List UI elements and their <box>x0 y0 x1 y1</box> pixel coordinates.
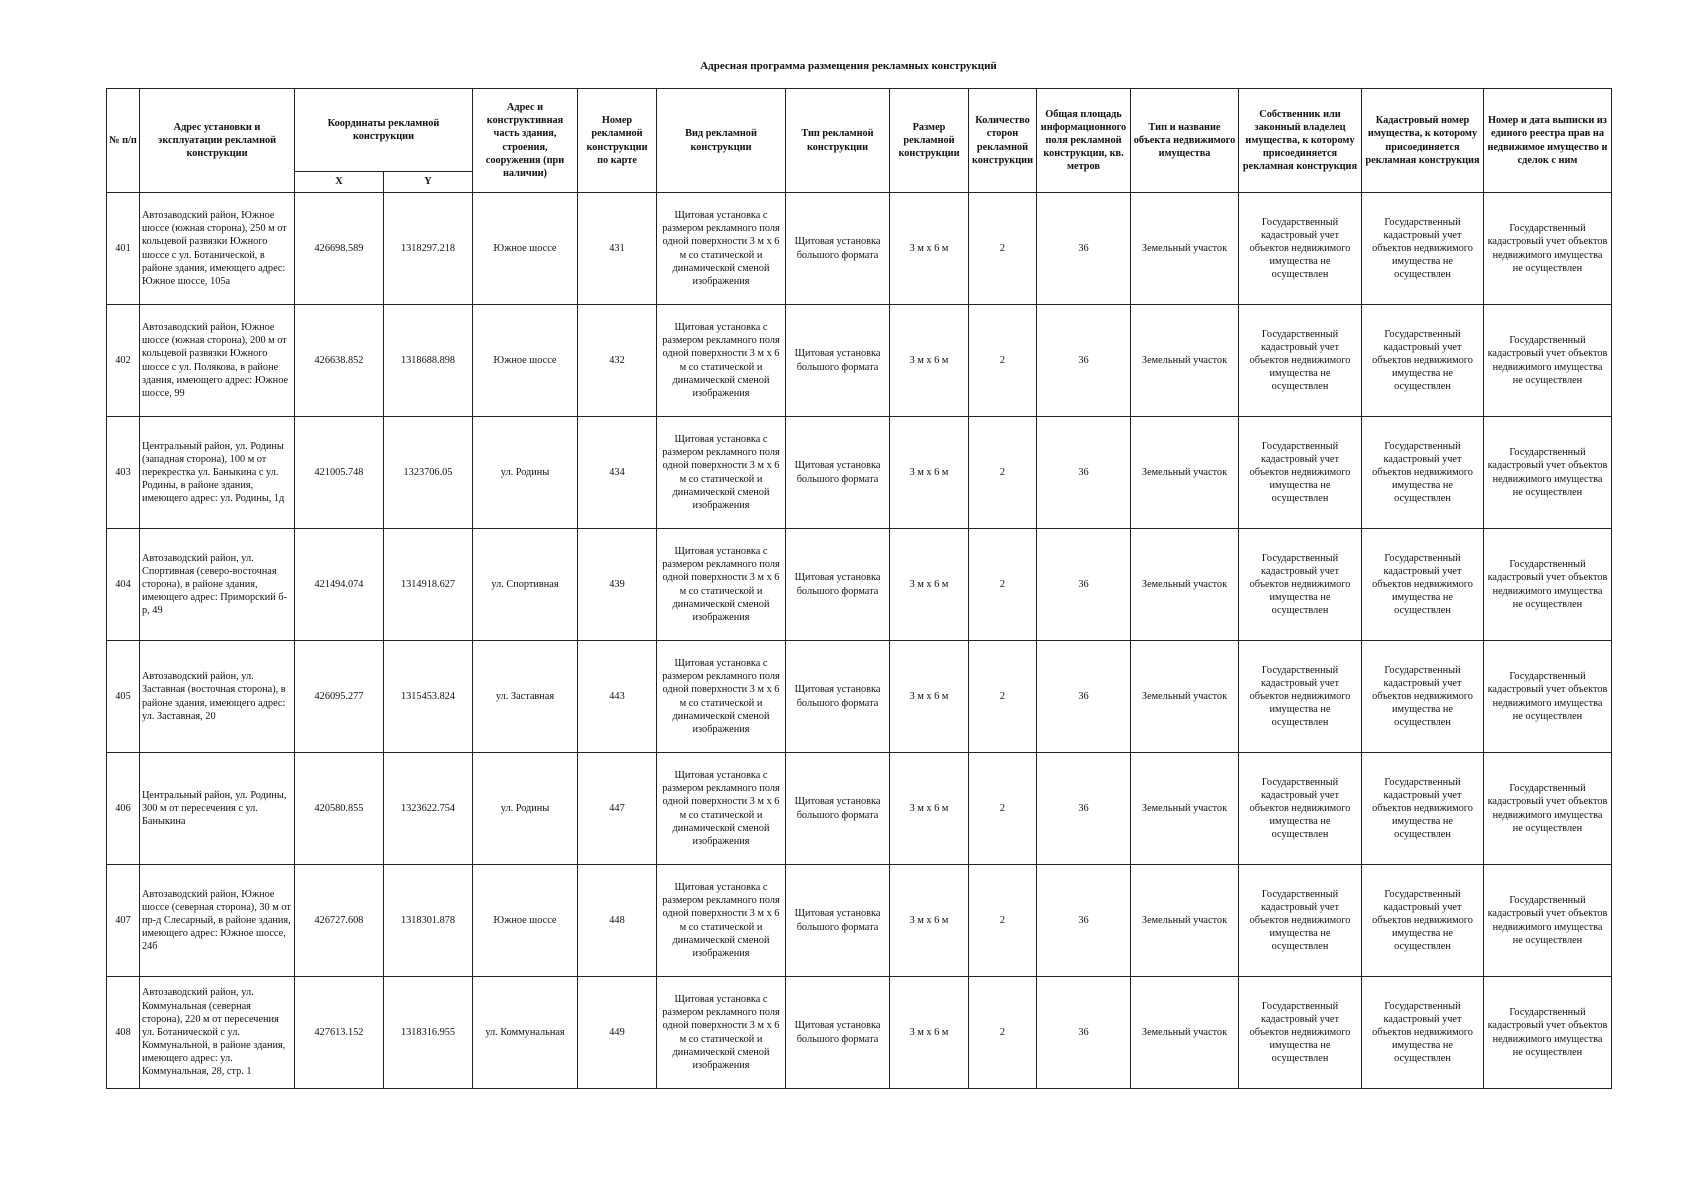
cell-map-number: 447 <box>578 753 657 865</box>
cell-sides: 2 <box>969 417 1037 529</box>
cell-map-number: 431 <box>578 193 657 305</box>
cell-cadastral: Государственный кадастровый учет объектов недвижимого имущества не осуществлен <box>1362 865 1484 977</box>
table-row <box>107 417 1612 529</box>
cell-building: ул. Спортивная <box>473 529 578 641</box>
cell-num: 403 <box>107 417 140 529</box>
table-row <box>107 193 1612 305</box>
table-header <box>107 89 1612 193</box>
cell-type: Щитовая установка большого формата <box>786 865 890 977</box>
cell-y: 1318301.878 <box>384 865 473 977</box>
cell-object: Земельный участок <box>1131 641 1239 753</box>
cell-map-number: 434 <box>578 417 657 529</box>
header-registry: Номер и дата выписки из единого реестра прав на недвижимое имущество и сделок с ним <box>1484 89 1612 193</box>
header-kind: Вид рекламной конструкции <box>657 89 786 193</box>
cell-sides: 2 <box>969 641 1037 753</box>
header-address: Адрес установки и эксплуатации рекламной конструкции <box>140 89 295 193</box>
cell-area: 36 <box>1037 305 1131 417</box>
cell-type: Щитовая установка большого формата <box>786 305 890 417</box>
cell-num: 401 <box>107 193 140 305</box>
cell-registry: Государственный кадастровый учет объектов недвижимого имущества не осуществлен <box>1484 641 1612 753</box>
cell-y: 1323706.05 <box>384 417 473 529</box>
cell-registry: Государственный кадастровый учет объектов недвижимого имущества не осуществлен <box>1484 529 1612 641</box>
cell-object: Земельный участок <box>1131 529 1239 641</box>
header-owner: Собственник или законный владелец имущества, к которому присоединяется рекламная конструкция <box>1239 89 1362 193</box>
cell-address: Центральный район, ул. Родины, 300 м от пересечения с ул. Баныкина <box>140 753 295 865</box>
cell-owner: Государственный кадастровый учет объектов недвижимого имущества не осуществлен <box>1239 529 1362 641</box>
cell-sides: 2 <box>969 305 1037 417</box>
cell-kind: Щитовая установка с размером рекламного поля одной поверхности 3 м х 6 м со статической и динамической сменой изображения <box>657 305 786 417</box>
cell-num: 404 <box>107 529 140 641</box>
cell-building: ул. Коммунальная <box>473 977 578 1089</box>
table-body <box>107 193 1612 1089</box>
cell-building: ул. Родины <box>473 417 578 529</box>
header-cadastral: Кадастровый номер имущества, к которому присоединяется рекламная конструкция <box>1362 89 1484 193</box>
cell-owner: Государственный кадастровый учет объектов недвижимого имущества не осуществлен <box>1239 641 1362 753</box>
cell-building: Южное шоссе <box>473 865 578 977</box>
cell-building: ул. Заставная <box>473 641 578 753</box>
cell-map-number: 443 <box>578 641 657 753</box>
cell-object: Земельный участок <box>1131 305 1239 417</box>
cell-address: Автозаводский район, Южное шоссе (северная сторона), 30 м от пр-д Слесарный, в районе здания, имеющего адрес: Южное шоссе, 24б <box>140 865 295 977</box>
cell-kind: Щитовая установка с размером рекламного поля одной поверхности 3 м х 6 м со статической и динамической сменой изображения <box>657 529 786 641</box>
cell-kind: Щитовая установка с размером рекламного поля одной поверхности 3 м х 6 м со статической и динамической сменой изображения <box>657 753 786 865</box>
table-row <box>107 977 1612 1089</box>
cell-cadastral: Государственный кадастровый учет объектов недвижимого имущества не осуществлен <box>1362 641 1484 753</box>
cell-owner: Государственный кадастровый учет объектов недвижимого имущества не осуществлен <box>1239 305 1362 417</box>
cell-registry: Государственный кадастровый учет объектов недвижимого имущества не осуществлен <box>1484 753 1612 865</box>
cell-address: Автозаводский район, ул. Заставная (восточная сторона), в районе здания, имеющего адрес: ул. Заставная, 20 <box>140 641 295 753</box>
cell-size: 3 м х 6 м <box>890 753 969 865</box>
cell-cadastral: Государственный кадастровый учет объектов недвижимого имущества не осуществлен <box>1362 529 1484 641</box>
cell-num: 405 <box>107 641 140 753</box>
cell-size: 3 м х 6 м <box>890 417 969 529</box>
cell-map-number: 439 <box>578 529 657 641</box>
cell-registry: Государственный кадастровый учет объектов недвижимого имущества не осуществлен <box>1484 193 1612 305</box>
address-program-table <box>106 88 1612 1089</box>
cell-area: 36 <box>1037 529 1131 641</box>
header-y: Y <box>384 172 473 193</box>
cell-object: Земельный участок <box>1131 193 1239 305</box>
cell-area: 36 <box>1037 865 1131 977</box>
cell-building: Южное шоссе <box>473 305 578 417</box>
cell-cadastral: Государственный кадастровый учет объектов недвижимого имущества не осуществлен <box>1362 417 1484 529</box>
cell-kind: Щитовая установка с размером рекламного поля одной поверхности 3 м х 6 м со статической и динамической сменой изображения <box>657 865 786 977</box>
cell-cadastral: Государственный кадастровый учет объектов недвижимого имущества не осуществлен <box>1362 193 1484 305</box>
cell-kind: Щитовая установка с размером рекламного поля одной поверхности 3 м х 6 м со статической и динамической сменой изображения <box>657 977 786 1089</box>
cell-owner: Государственный кадастровый учет объектов недвижимого имущества не осуществлен <box>1239 417 1362 529</box>
cell-sides: 2 <box>969 865 1037 977</box>
table-row <box>107 529 1612 641</box>
cell-type: Щитовая установка большого формата <box>786 977 890 1089</box>
cell-owner: Государственный кадастровый учет объектов недвижимого имущества не осуществлен <box>1239 193 1362 305</box>
table-row <box>107 641 1612 753</box>
cell-sides: 2 <box>969 193 1037 305</box>
cell-sides: 2 <box>969 529 1037 641</box>
cell-address: Автозаводский район, Южное шоссе (южная сторона), 200 м от кольцевой развязки Южного шоссе с ул. Полякова, в районе здания, имеющего адрес: Южное шоссе, 99 <box>140 305 295 417</box>
cell-x: 426638.852 <box>295 305 384 417</box>
cell-registry: Государственный кадастровый учет объектов недвижимого имущества не осуществлен <box>1484 865 1612 977</box>
cell-registry: Государственный кадастровый учет объектов недвижимого имущества не осуществлен <box>1484 417 1612 529</box>
cell-size: 3 м х 6 м <box>890 865 969 977</box>
header-coords: Координаты рекламной конструкции <box>295 89 473 172</box>
header-size: Размер рекламной конструкции <box>890 89 969 193</box>
cell-x: 421494.074 <box>295 529 384 641</box>
header-num: № п/п <box>107 89 140 193</box>
cell-y: 1315453.824 <box>384 641 473 753</box>
cell-x: 420580.855 <box>295 753 384 865</box>
header-x: X <box>295 172 384 193</box>
cell-y: 1323622.754 <box>384 753 473 865</box>
cell-object: Земельный участок <box>1131 753 1239 865</box>
cell-cadastral: Государственный кадастровый учет объектов недвижимого имущества не осуществлен <box>1362 753 1484 865</box>
cell-cadastral: Государственный кадастровый учет объектов недвижимого имущества не осуществлен <box>1362 977 1484 1089</box>
cell-size: 3 м х 6 м <box>890 193 969 305</box>
cell-building: Южное шоссе <box>473 193 578 305</box>
cell-object: Земельный участок <box>1131 977 1239 1089</box>
cell-type: Щитовая установка большого формата <box>786 529 890 641</box>
cell-x: 426095.277 <box>295 641 384 753</box>
cell-kind: Щитовая установка с размером рекламного поля одной поверхности 3 м х 6 м со статической и динамической сменой изображения <box>657 641 786 753</box>
cell-map-number: 448 <box>578 865 657 977</box>
cell-x: 421005.748 <box>295 417 384 529</box>
cell-address: Автозаводский район, Южное шоссе (южная сторона), 250 м от кольцевой развязки Южного шоссе с ул. Ботанической, в районе здания, имеющего адрес: Южное шоссе, 105а <box>140 193 295 305</box>
cell-type: Щитовая установка большого формата <box>786 193 890 305</box>
cell-kind: Щитовая установка с размером рекламного поля одной поверхности 3 м х 6 м со статической и динамической сменой изображения <box>657 193 786 305</box>
cell-object: Земельный участок <box>1131 417 1239 529</box>
cell-address: Автозаводский район, ул. Спортивная (северо-восточная сторона), в районе здания, имеющего адрес: Приморский б-р, 49 <box>140 529 295 641</box>
cell-object: Земельный участок <box>1131 865 1239 977</box>
cell-num: 407 <box>107 865 140 977</box>
cell-registry: Государственный кадастровый учет объектов недвижимого имущества не осуществлен <box>1484 977 1612 1089</box>
cell-size: 3 м х 6 м <box>890 305 969 417</box>
cell-owner: Государственный кадастровый учет объектов недвижимого имущества не осуществлен <box>1239 865 1362 977</box>
cell-x: 427613.152 <box>295 977 384 1089</box>
cell-kind: Щитовая установка с размером рекламного поля одной поверхности 3 м х 6 м со статической и динамической сменой изображения <box>657 417 786 529</box>
cell-x: 426698.589 <box>295 193 384 305</box>
cell-x: 426727.608 <box>295 865 384 977</box>
header-object: Тип и название объекта недвижимого имущества <box>1131 89 1239 193</box>
cell-cadastral: Государственный кадастровый учет объектов недвижимого имущества не осуществлен <box>1362 305 1484 417</box>
cell-building: ул. Родины <box>473 753 578 865</box>
cell-sides: 2 <box>969 977 1037 1089</box>
header-area: Общая площадь информационного поля рекламной конструкции, кв. метров <box>1037 89 1131 193</box>
cell-area: 36 <box>1037 977 1131 1089</box>
cell-map-number: 449 <box>578 977 657 1089</box>
cell-type: Щитовая установка большого формата <box>786 753 890 865</box>
table-row <box>107 753 1612 865</box>
cell-type: Щитовая установка большого формата <box>786 417 890 529</box>
page-title: Адресная программа размещения рекламных конструкций <box>700 60 997 72</box>
cell-y: 1318297.218 <box>384 193 473 305</box>
cell-owner: Государственный кадастровый учет объектов недвижимого имущества не осуществлен <box>1239 753 1362 865</box>
cell-y: 1318688.898 <box>384 305 473 417</box>
cell-y: 1318316.955 <box>384 977 473 1089</box>
cell-sides: 2 <box>969 753 1037 865</box>
cell-type: Щитовая установка большого формата <box>786 641 890 753</box>
cell-size: 3 м х 6 м <box>890 977 969 1089</box>
cell-size: 3 м х 6 м <box>890 529 969 641</box>
cell-area: 36 <box>1037 641 1131 753</box>
cell-address: Центральный район, ул. Родины (западная сторона), 100 м от перекрестка ул. Баныкина с ул. Родины, в районе здания, имеющего адрес: ул. Родины, 1д <box>140 417 295 529</box>
table-row <box>107 865 1612 977</box>
cell-area: 36 <box>1037 417 1131 529</box>
header-sides: Количество сторон рекламной конструкции <box>969 89 1037 193</box>
header-building: Адрес и конструктивная часть здания, строения, сооружения (при наличии) <box>473 89 578 193</box>
cell-num: 408 <box>107 977 140 1089</box>
cell-owner: Государственный кадастровый учет объектов недвижимого имущества не осуществлен <box>1239 977 1362 1089</box>
cell-size: 3 м х 6 м <box>890 641 969 753</box>
cell-y: 1314918.627 <box>384 529 473 641</box>
header-map-number: Номер рекламной конструкции по карте <box>578 89 657 193</box>
cell-area: 36 <box>1037 193 1131 305</box>
table-row <box>107 305 1612 417</box>
cell-area: 36 <box>1037 753 1131 865</box>
header-type: Тип рекламной конструкции <box>786 89 890 193</box>
cell-num: 406 <box>107 753 140 865</box>
cell-num: 402 <box>107 305 140 417</box>
cell-registry: Государственный кадастровый учет объектов недвижимого имущества не осуществлен <box>1484 305 1612 417</box>
cell-map-number: 432 <box>578 305 657 417</box>
cell-address: Автозаводский район, ул. Коммунальная (северная сторона), 220 м от пересечения ул. Ботанической с ул. Коммунальной, в районе здания, имеющего адрес: ул. Коммунальная, 28, стр. 1 <box>140 977 295 1089</box>
